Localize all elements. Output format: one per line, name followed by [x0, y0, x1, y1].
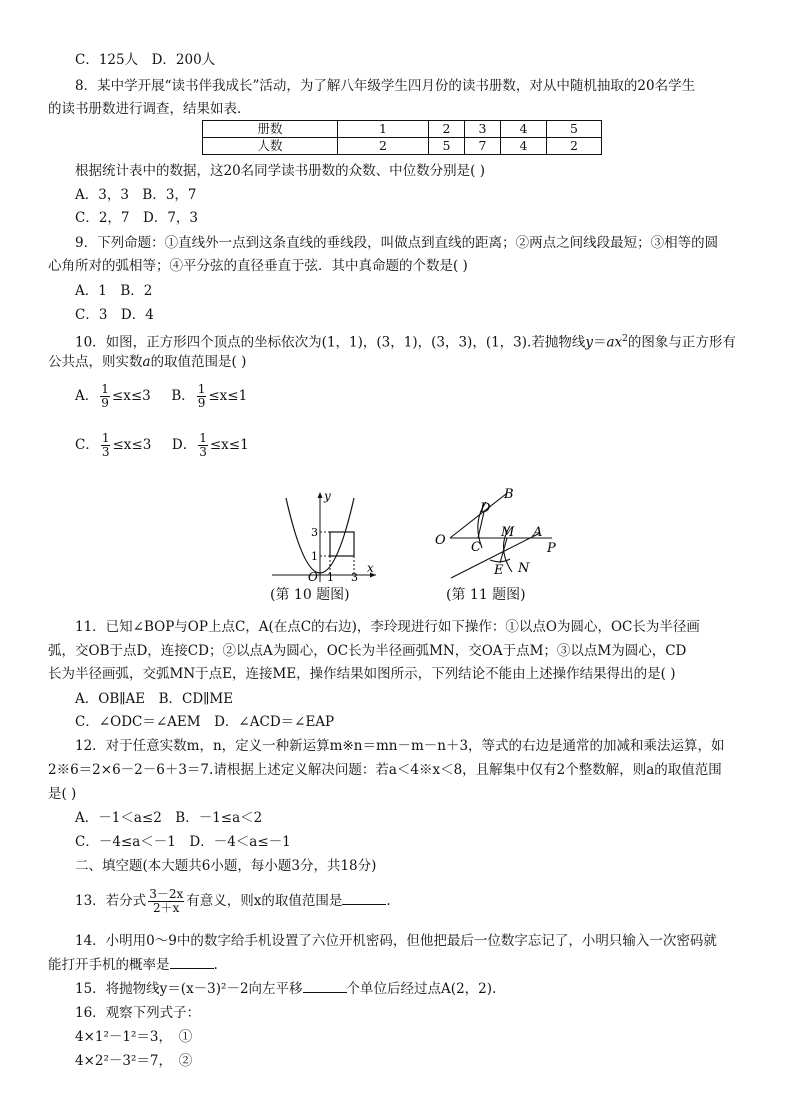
- q10-var-y: y: [585, 334, 593, 351]
- q10-option-a-rest: ≤x≤3: [111, 388, 151, 404]
- table-cell: 3: [465, 121, 501, 138]
- q8-options-cd: C．2，7 D．7，3: [75, 210, 199, 226]
- figure-11-caption: (第 11 题图): [446, 587, 526, 603]
- q15-text: 15．将抛物线y＝(x－3)²－2向左平移: [75, 981, 303, 997]
- q10-options-cd: [75, 432, 249, 459]
- q8-stem-line2: 的读书册数进行调查，结果如表．: [48, 101, 251, 117]
- q12-options-cd: C．－4≤a＜－1 D．－4＜a≤－1: [75, 834, 291, 850]
- q15-stem: [75, 980, 496, 998]
- q12-options-ab: A．－1＜a≤2 B．－1≤a＜2: [75, 810, 263, 826]
- table-cell: 7: [465, 138, 501, 155]
- q10-option-c-fraction: [101, 432, 111, 459]
- q10-option-a-fraction: [100, 383, 110, 410]
- q13-stem: [75, 888, 391, 915]
- q14-period: .: [213, 957, 218, 973]
- fraction-numerator: 1: [197, 382, 206, 396]
- q13-text: 13．若分式: [75, 893, 147, 909]
- figure-10-caption: (第 10 题图): [270, 587, 350, 603]
- q11-stem-line1: 11．已知∠BOP与OP上点C，A(在点C的右边)，李玲现进行如下操作：①以点O为圆心，OC长为半径画: [75, 619, 700, 635]
- q13-text-end: 有意义，则x的取值范围是: [186, 893, 343, 909]
- square-shape: [330, 532, 354, 556]
- fraction-denominator: 3: [199, 445, 207, 459]
- q14-stem-line2: [48, 956, 218, 974]
- fraction-numerator: 1: [101, 382, 109, 396]
- table-cell: 4: [501, 138, 547, 155]
- q16-formula-1: 4×1²－1²＝3， ①: [75, 1029, 193, 1045]
- point-label: A: [533, 525, 543, 540]
- x-tick-label: 1: [327, 571, 334, 584]
- q10-option-d-letter: D．: [171, 437, 197, 453]
- section-2-heading: 二、填空题(本大题共6小题，每小题3分，共18分): [75, 858, 377, 874]
- q7-options-cd: C．125人 D．200人: [75, 52, 216, 68]
- fraction-denominator: 3: [101, 445, 110, 459]
- q10-option-b-fraction: [197, 383, 207, 410]
- q8-options-ab: A．3，3 B．3，7: [75, 187, 197, 203]
- q10-stem-text-end: 的图象与正方形有: [627, 334, 736, 351]
- fraction-numerator: 1: [199, 431, 207, 445]
- fraction-denominator: 9: [101, 396, 109, 410]
- q14-stem-line1: 14．小明用0～9中的数字给手机设置了六位开机密码，但他把最后一位数字忘记了，小明只输入一次密码就: [75, 933, 717, 949]
- fraction-denominator: 2＋x: [153, 901, 180, 915]
- point-label: B: [504, 487, 514, 502]
- table-cell: 5: [547, 121, 602, 138]
- figure-10-graph: [268, 488, 378, 584]
- table-cell: 人数: [203, 138, 338, 155]
- reading-stats-table: [202, 120, 602, 155]
- table-cell: 2: [547, 138, 602, 155]
- origin-label: O: [308, 570, 318, 584]
- q11-options-ab: A．OB∥AE B．CD∥ME: [75, 691, 234, 707]
- table-cell: 2: [338, 138, 429, 155]
- q9-options-cd: C．3 D．4: [75, 307, 154, 323]
- q10-options-ab: [75, 383, 247, 410]
- q10-option-d-fraction: [198, 432, 208, 459]
- point-label: D: [480, 501, 491, 516]
- figure-11-construction: [430, 486, 570, 582]
- q16-stem: 16．观察下列式子：: [75, 1005, 201, 1021]
- point-label: M: [501, 525, 515, 540]
- arc-e: [490, 559, 510, 562]
- q10-exponent: 2: [622, 334, 628, 344]
- q15-answer-blank[interactable]: [303, 980, 347, 993]
- q10-stem-text-end: 的取值范围是( ): [150, 354, 247, 370]
- q10-var-a: a: [142, 354, 151, 370]
- q10-stem-text: 10．如图，正方形四个顶点的坐标依次为(1，1)，(3，1)，(3，3)，(1，3).若抛物线: [75, 334, 586, 351]
- x-tick-label: 3: [351, 571, 358, 584]
- table-cell: 1: [338, 121, 429, 138]
- y-axis-arrow-icon: [318, 492, 323, 498]
- q9-stem-line1: 9．下列命题：①直线外一点到这条直线的垂线段，叫做点到直线的距离；②两点之间线段最短；③相等的圆: [75, 235, 719, 251]
- q8-stem-line1: 8．某中学开展“读书伴我成长”活动，为了解八年级学生四月份的读书册数，对从中随机抽取的20名学生: [75, 78, 696, 94]
- q15-text-end: 个单位后经过点A(2，2).: [346, 981, 497, 997]
- y-axis-label: y: [324, 489, 331, 503]
- x-axis-label: x: [367, 561, 374, 575]
- q14-answer-blank[interactable]: [170, 956, 214, 969]
- table-cell: 5: [429, 138, 465, 155]
- point-label: P: [547, 541, 556, 556]
- q16-formula-2: 4×2²－3²＝7， ②: [75, 1053, 193, 1069]
- q8-question: 根据统计表中的数据，这20名同学读书册数的众数、中位数分别是( ): [75, 163, 486, 179]
- point-label: C: [471, 540, 481, 555]
- table-cell: 册数: [203, 121, 338, 138]
- q9-options-ab: A．1 B．2: [75, 283, 153, 299]
- q14-text: 能打开手机的概率是: [48, 957, 170, 973]
- table-row: [203, 121, 602, 138]
- q13-answer-blank[interactable]: [342, 892, 386, 905]
- q12-stem-line2: 2※6＝2×6－2－6＋3＝7.请根据上述定义解决问题：若a＜4※x＜8，且解集中仅有2个整数解，则a的取值范围: [48, 762, 722, 778]
- point-label: E: [494, 563, 504, 578]
- point-label: N: [518, 561, 530, 576]
- point-label: O: [435, 533, 446, 548]
- q10-stem-line2: [48, 353, 246, 371]
- q11-stem-line3: 长为半径画弧，交弧MN于点E，连接ME，操作结果如图所示，下列结论不能由上述操作结果得出的是( ): [48, 666, 676, 682]
- q10-option-a-letter: A．: [75, 388, 99, 404]
- fraction-denominator: 9: [197, 396, 206, 410]
- q13-fraction: [148, 888, 184, 915]
- q10-option-b-rest: ≤x≤1: [208, 388, 248, 404]
- q13-period: .: [386, 893, 391, 909]
- q10-option-b-letter: B．: [171, 388, 195, 404]
- table-cell: 4: [501, 121, 547, 138]
- q10-equals: ＝: [592, 334, 607, 351]
- fraction-numerator: 3－2x: [149, 887, 184, 901]
- y-tick-label: 1: [311, 550, 318, 563]
- q12-stem-line3: 是( ): [48, 786, 77, 802]
- q11-stem-line2: 弧，交OB于点D，连接CD；②以点A为圆心，OC长为半径画弧MN，交OA于点M；③以点M为圆心，CD: [48, 643, 687, 659]
- fraction-numerator: 1: [101, 431, 110, 445]
- q12-stem-line1: 12．对于任意实数m，n，定义一种新运算m※n＝mn－m－n＋3，等式的右边是通常的加减和乘法运算，如: [75, 738, 725, 754]
- q10-option-d-rest: ≤x≤1: [209, 437, 249, 453]
- q10-option-c-letter: C．: [75, 437, 99, 453]
- q10-option-c-rest: ≤x≤3: [112, 437, 152, 453]
- table-cell: 2: [429, 121, 465, 138]
- table-row: [203, 138, 602, 155]
- q10-var-ax: ax: [606, 334, 623, 351]
- q11-options-cd: C．∠ODC＝∠AEM D．∠ACD＝∠EAP: [75, 714, 335, 730]
- q10-stem-line1: [75, 330, 736, 352]
- q9-stem-line2: 心角所对的弧相等；④平分弦的直径垂直于弦．其中真命题的个数是( ): [48, 258, 468, 274]
- y-tick-label: 3: [311, 526, 318, 539]
- q10-stem-text: 公共点，则实数: [48, 354, 143, 370]
